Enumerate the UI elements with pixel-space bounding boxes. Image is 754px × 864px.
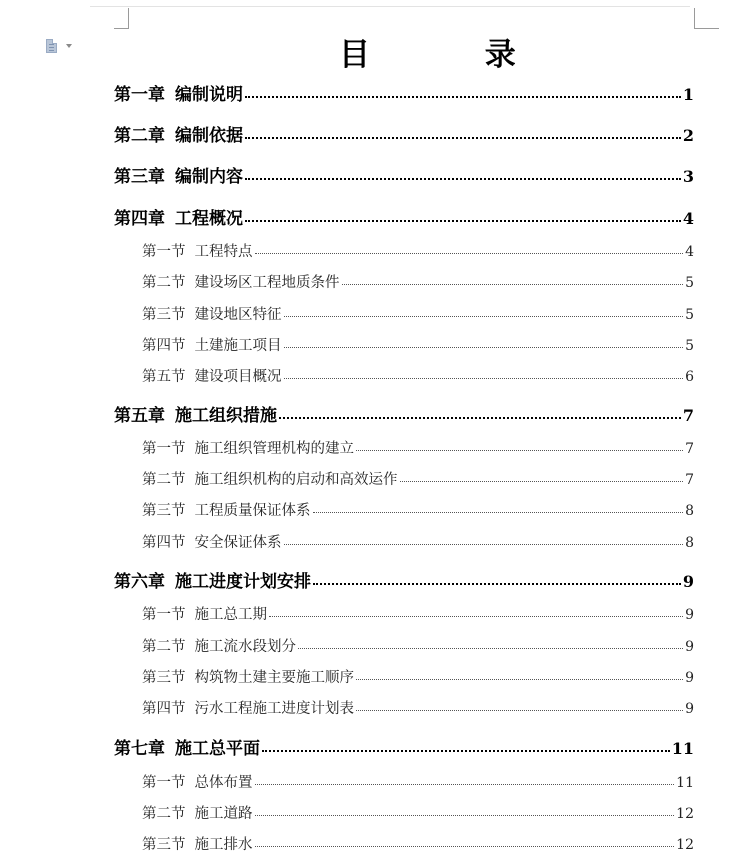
toc-entry-number: 第四节	[142, 701, 186, 717]
toc-entry-number: 第三节	[142, 503, 186, 519]
toc-section-entry[interactable]	[142, 365, 694, 386]
page-top-edge	[90, 6, 690, 7]
document-menu-button[interactable]	[46, 39, 76, 55]
toc-section-entry[interactable]	[142, 802, 694, 823]
toc-entry-number: 第四节	[142, 535, 186, 551]
toc-entry-text: 编制依据	[175, 126, 243, 146]
toc-dot-leader	[245, 220, 681, 222]
toc-entry-number: 第六章	[114, 572, 165, 592]
toc-chapter-entry[interactable]	[114, 734, 694, 759]
toc-entry-text: 施工总工期	[194, 607, 267, 623]
dropdown-arrow-icon	[66, 44, 72, 48]
toc-entry-text: 建设项目概况	[194, 369, 282, 385]
toc-entry-text: 污水工程施工进度计划表	[194, 701, 354, 717]
toc-section-entry[interactable]	[142, 635, 694, 656]
toc-entry-label	[114, 734, 260, 759]
toc-section-entry[interactable]	[142, 499, 694, 520]
toc-page-number: 1	[682, 85, 694, 104]
toc-page-number: 9	[685, 639, 694, 655]
toc-entry-text: 施工进度计划安排	[175, 572, 311, 592]
toc-entry-label	[142, 603, 267, 624]
toc-entry-label	[142, 468, 398, 489]
toc-chapter-entry[interactable]	[114, 401, 694, 426]
toc-page-number: 7	[685, 472, 694, 488]
toc-dot-leader	[342, 284, 684, 285]
toc-entry-text: 工程质量保证体系	[194, 503, 311, 519]
toc-entry-text: 建设地区特征	[194, 307, 282, 323]
toc-page-number: 6	[685, 369, 694, 385]
toc-entry-text: 施工总平面	[175, 739, 260, 759]
toc-page-number: 5	[685, 338, 694, 354]
toc-entry-label	[114, 80, 243, 105]
toc-entry-label	[142, 303, 282, 324]
toc-entry-number: 第一节	[142, 244, 186, 260]
toc-entry-label	[142, 437, 354, 458]
toc-dot-leader	[279, 417, 681, 419]
toc-page-number: 8	[685, 503, 694, 519]
toc-entry-label	[114, 401, 277, 426]
toc-page-number: 12	[676, 837, 694, 853]
toc-entry-label	[142, 697, 354, 718]
page-title: 目 录	[339, 37, 568, 73]
toc-dot-leader	[284, 544, 684, 545]
toc-entry-text: 编制说明	[175, 85, 243, 105]
toc-dot-leader	[400, 481, 684, 482]
toc-entry-number: 第二节	[142, 472, 186, 488]
toc-entry-text: 施工组织措施	[175, 406, 277, 426]
toc-page-number: 12	[676, 806, 694, 822]
toc-dot-leader	[356, 450, 683, 451]
toc-entry-text: 编制内容	[175, 167, 243, 187]
toc-chapter-entry[interactable]	[114, 121, 694, 146]
toc-dot-leader	[255, 784, 675, 785]
toc-entry-label	[114, 121, 243, 146]
toc-section-entry[interactable]	[142, 771, 694, 792]
toc-entry-label	[142, 833, 253, 854]
toc-entry-label	[142, 499, 311, 520]
toc-page-number: 8	[685, 535, 694, 551]
toc-entry-label	[142, 531, 282, 552]
toc-section-entry[interactable]	[142, 531, 694, 552]
toc-dot-leader	[255, 846, 675, 847]
toc-entry-text: 工程特点	[194, 244, 253, 260]
toc-dot-leader	[255, 815, 675, 816]
toc-entry-label	[142, 635, 296, 656]
toc-page-number: 3	[682, 167, 694, 186]
toc-page-number: 9	[685, 701, 694, 717]
toc-entry-label	[142, 802, 253, 823]
toc-dot-leader	[245, 137, 681, 139]
toc-page-number: 11	[676, 775, 694, 791]
document-icon	[46, 39, 57, 53]
toc-entry-number: 第二节	[142, 275, 186, 291]
toc-chapter-entry[interactable]	[114, 567, 694, 592]
toc-section-entry[interactable]	[142, 437, 694, 458]
toc-page-number: 4	[682, 209, 694, 228]
toc-chapter-entry[interactable]	[114, 204, 694, 229]
toc-dot-leader	[356, 679, 683, 680]
toc-entry-number: 第五章	[114, 406, 165, 426]
toc-entry-text: 安全保证体系	[194, 535, 282, 551]
toc-entry-text: 总体布置	[194, 775, 253, 791]
toc-dot-leader	[284, 347, 684, 348]
toc-entry-label	[142, 365, 282, 386]
toc-entry-number: 第三节	[142, 307, 186, 323]
toc-page-number: 2	[682, 126, 694, 145]
toc-entry-text: 施工道路	[194, 806, 253, 822]
toc-dot-leader	[284, 316, 684, 317]
margin-corner-top-right	[694, 8, 719, 29]
toc-entry-number: 第七章	[114, 739, 165, 759]
toc-dot-leader	[255, 253, 684, 254]
toc-entry-label	[142, 240, 253, 261]
toc-entry-number: 第五节	[142, 369, 186, 385]
toc-entry-text: 工程概况	[175, 209, 243, 229]
toc-entry-number: 第一章	[114, 85, 165, 105]
toc-entry-text: 建设场区工程地质条件	[194, 275, 340, 291]
toc-entry-text: 土建施工项目	[194, 338, 282, 354]
toc-page-number: 4	[685, 244, 694, 260]
toc-entry-text: 施工流水段划分	[194, 639, 296, 655]
toc-entry-number: 第一节	[142, 441, 186, 457]
toc-page-number: 9	[685, 670, 694, 686]
toc-dot-leader	[313, 583, 681, 585]
margin-corner-top-left	[114, 8, 129, 29]
toc-section-entry[interactable]	[142, 833, 694, 854]
toc-section-entry[interactable]	[142, 334, 694, 355]
toc-page-number: 9	[682, 572, 694, 591]
toc-page-number: 5	[685, 307, 694, 323]
toc-entry-number: 第三章	[114, 167, 165, 187]
toc-page-number: 11	[671, 739, 694, 758]
toc-entry-text: 施工组织管理机构的建立	[194, 441, 354, 457]
toc-chapter-entry[interactable]	[114, 162, 694, 187]
toc-dot-leader	[245, 96, 681, 98]
toc-section-entry[interactable]	[142, 468, 694, 489]
toc-dot-leader	[262, 750, 670, 752]
toc-entry-number: 第三节	[142, 670, 186, 686]
toc-dot-leader	[284, 378, 684, 379]
toc-entry-label	[114, 567, 311, 592]
toc-section-entry[interactable]	[142, 240, 694, 261]
toc-page-number: 7	[682, 406, 694, 425]
toc-entry-label	[142, 271, 340, 292]
toc-page-number: 7	[685, 441, 694, 457]
toc-dot-leader	[313, 512, 684, 513]
toc-entry-label	[142, 334, 282, 355]
toc-entry-number: 第四节	[142, 338, 186, 354]
toc-entry-number: 第二节	[142, 806, 186, 822]
toc-entry-number: 第四章	[114, 209, 165, 229]
toc-dot-leader	[356, 710, 683, 711]
toc-section-entry[interactable]	[142, 697, 694, 718]
toc-entry-number: 第二节	[142, 639, 186, 655]
toc-entry-number: 第二章	[114, 126, 165, 146]
toc-entry-text: 构筑物土建主要施工顺序	[194, 670, 354, 686]
toc-entry-text: 施工排水	[194, 837, 253, 853]
toc-entry-number: 第一节	[142, 607, 186, 623]
toc-entry-label	[114, 162, 243, 187]
toc-entry-number: 第三节	[142, 837, 186, 853]
toc-dot-leader	[298, 648, 683, 649]
toc-page-number: 5	[685, 275, 694, 291]
toc-dot-leader	[245, 178, 681, 180]
toc-section-entry[interactable]	[142, 271, 694, 292]
toc-section-entry[interactable]	[142, 603, 694, 624]
toc-entry-label	[114, 204, 243, 229]
toc-entry-text: 施工组织机构的启动和高效运作	[194, 472, 398, 488]
toc-dot-leader	[269, 616, 683, 617]
toc-entry-label	[142, 771, 253, 792]
toc-entry-label	[142, 666, 354, 687]
toc-page-number: 9	[685, 607, 694, 623]
toc-section-entry[interactable]	[142, 303, 694, 324]
toc-section-entry[interactable]	[142, 666, 694, 687]
toc-entry-number: 第一节	[142, 775, 186, 791]
toc-chapter-entry[interactable]	[114, 80, 694, 105]
